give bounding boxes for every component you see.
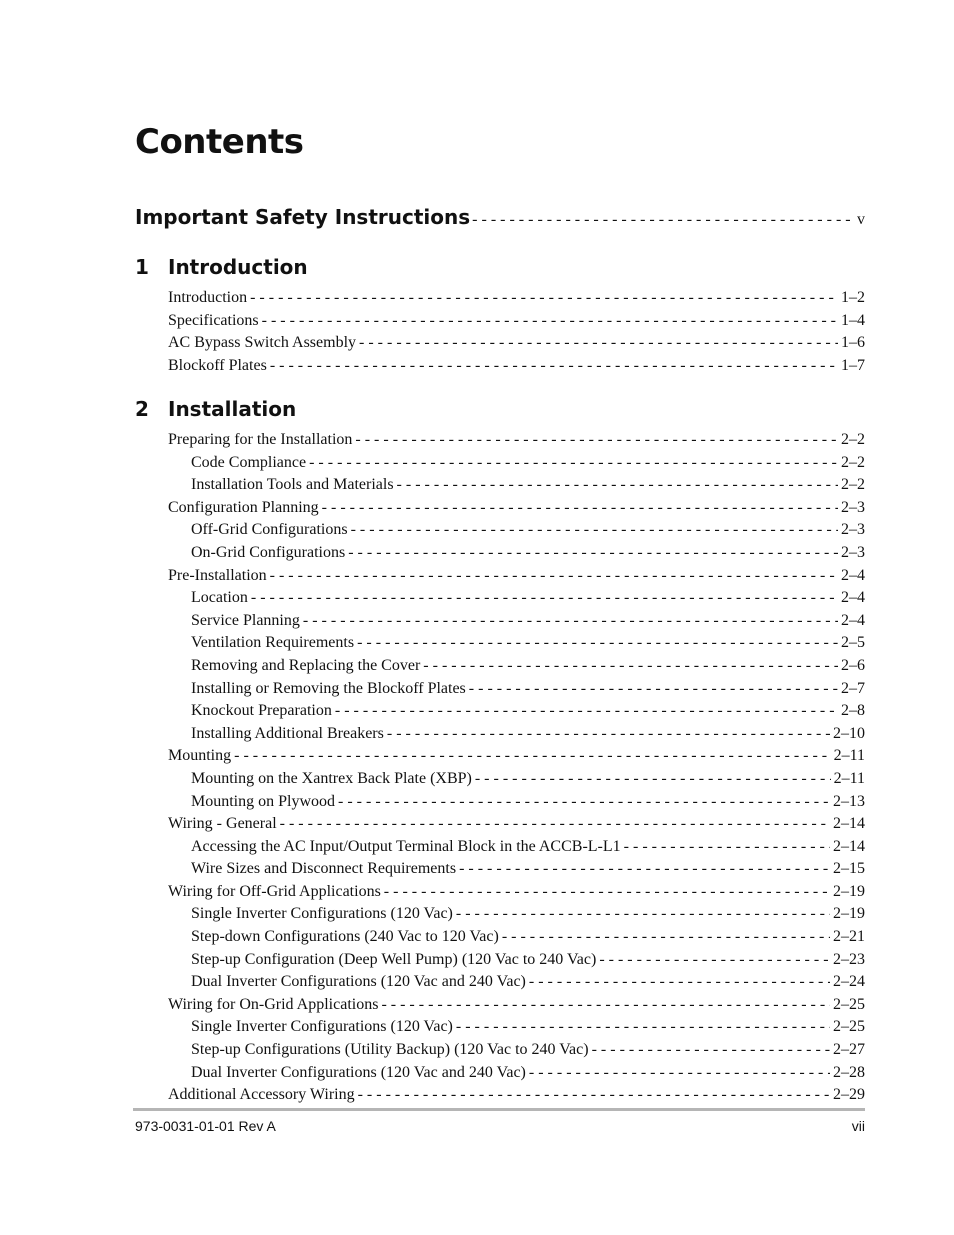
dot-leader [309,452,838,475]
page-number: 1–4 [841,311,865,329]
dot-leader [472,211,855,229]
dot-leader [338,791,830,814]
entry-title: Wiring for Off-Grid Applications [168,882,381,900]
page-number: 2–15 [833,860,865,878]
dot-leader [387,723,830,746]
toc-subentry[interactable] [168,587,865,610]
page-number: 2–19 [833,905,865,923]
dot-leader [529,971,830,994]
entry-title: Location [191,589,248,607]
page-number: 2–2 [841,453,865,471]
dot-leader [381,994,830,1017]
page-number: 2–6 [841,656,865,674]
page-number: 2–23 [833,950,865,968]
page-number: 2–7 [841,679,865,697]
page-number: 2–13 [833,792,865,810]
chapter-heading-installation[interactable] [135,397,296,421]
footer-page-number: vii [851,1118,865,1134]
entry-title: Step-down Configurations (240 Vac to 120 Vac) [191,928,499,946]
toc-entry[interactable] [168,429,865,452]
dot-leader [502,926,830,949]
toc-subentry[interactable] [168,610,865,633]
entry-title: Pre-Installation [168,566,267,584]
toc-entry[interactable] [168,881,865,904]
chapter-2-entries [168,429,865,1107]
dot-leader [303,610,838,633]
entry-title: Dual Inverter Configurations (120 Vac and 240 Vac) [191,1063,526,1081]
page-number: 2–2 [841,431,865,448]
page-number: v [857,211,865,228]
entry-title: Accessing the AC Input/Output Terminal Block in the ACCB-L-L1 [191,837,621,855]
dot-leader [624,836,830,859]
page-number: 2–4 [841,589,865,607]
dot-leader [335,700,838,723]
chapter-1-entries [168,287,865,377]
toc-subentry[interactable] [168,768,865,791]
dot-leader [592,1039,830,1062]
page-number: 2–19 [833,882,865,900]
toc-subentry[interactable] [168,519,865,542]
entry-title: Blockoff Plates [168,356,267,374]
dot-leader [469,678,838,701]
toc-subentry[interactable] [168,542,865,565]
entry-title: Preparing for the Installation [168,431,353,448]
toc-entry-safety[interactable] [135,205,865,229]
chapter-heading-introduction[interactable] [135,255,308,279]
toc-subentry[interactable] [168,1016,865,1039]
page-number: 2–4 [841,566,865,584]
dot-leader [234,745,830,768]
toc-entry[interactable] [168,310,865,333]
page-number: 2–3 [841,543,865,561]
toc-entry[interactable] [168,287,865,310]
toc-subentry[interactable] [168,700,865,723]
toc-subentry[interactable] [168,836,865,859]
toc-subentry[interactable] [168,632,865,655]
toc-entry[interactable] [168,994,865,1017]
chapter-number: 1 [135,255,149,279]
page-footer [135,1118,865,1134]
dot-leader [423,655,838,678]
toc-entry[interactable] [168,332,865,355]
entry-title: Configuration Planning [168,498,319,516]
toc-entry[interactable] [168,565,865,588]
dot-leader [270,355,838,378]
entry-title: Dual Inverter Configurations (120 Vac and 240 Vac) [191,973,526,991]
entry-title: Installing or Removing the Blockoff Plates [191,679,466,697]
page-number: 2–11 [833,769,865,787]
document-number: 973-0031-01-01 Rev A [135,1118,276,1134]
page-number: 2–27 [833,1041,865,1059]
page-number: 2–10 [833,724,865,742]
page-number: 2–21 [833,928,865,946]
footer-divider [133,1108,865,1111]
page-number: 1–6 [841,334,865,352]
toc-subentry[interactable] [168,452,865,475]
dot-leader [359,332,838,355]
entry-title: Step-up Configurations (Utility Backup) (120 Vac to 240 Vac) [191,1041,589,1059]
toc-subentry[interactable] [168,655,865,678]
dot-leader [351,519,838,542]
entry-title: Introduction [168,289,248,306]
chapter-number: 2 [135,397,149,421]
dot-leader [348,542,838,565]
dot-leader [250,287,838,310]
page-number: 2–25 [833,1018,865,1036]
entry-title: AC Bypass Switch Assembly [168,334,357,352]
chapter-title: Installation [168,397,297,421]
page-number: 2–14 [833,837,865,855]
chapter-title: Introduction [168,255,308,279]
entry-title: Specifications [168,311,259,329]
entry-title: Service Planning [191,611,300,629]
page-number: 2–8 [841,702,865,720]
dot-leader [262,310,838,333]
page-number: 1–7 [841,356,865,374]
toc-entry[interactable] [168,1084,865,1107]
entry-title: On-Grid Configurations [191,543,346,561]
toc-subentry[interactable] [168,678,865,701]
page-number: 2–25 [833,995,865,1013]
entry-title: Installation Tools and Materials [191,476,394,494]
dot-leader [529,1062,830,1085]
page-number: 2–24 [833,973,865,991]
dot-leader [251,587,838,610]
toc-entry[interactable] [168,813,865,836]
toc-entry[interactable] [168,355,865,378]
toc-subentry[interactable] [168,791,865,814]
entry-title: Installing Additional Breakers [191,724,384,742]
toc-subentry[interactable] [168,949,865,972]
toc-entry[interactable] [168,497,865,520]
page-number: 2–3 [841,498,865,516]
dot-leader [397,474,838,497]
entry-title: Step-up Configuration (Deep Well Pump) (120 Vac to 240 Vac) [191,950,597,968]
entry-title: Removing and Replacing the Cover [191,656,421,674]
dot-leader [384,881,830,904]
dot-leader [456,1016,830,1039]
toc-entry[interactable] [168,745,865,768]
page-number: 2–5 [841,634,865,652]
dot-leader [459,858,830,881]
entry-title: Wiring for On-Grid Applications [168,995,379,1013]
entry-title: Single Inverter Configurations (120 Vac) [191,905,453,923]
dot-leader [599,949,830,972]
toc-subentry[interactable] [168,474,865,497]
safety-title: Important Safety Instructions [135,205,471,229]
entry-title: Wiring - General [168,815,277,833]
toc-subentry[interactable] [168,858,865,881]
entry-title: Mounting [168,747,232,765]
toc-subentry[interactable] [168,903,865,926]
page-number: 2–3 [841,521,865,539]
page-title: Contents [135,122,304,162]
page-number: 2–14 [833,815,865,833]
page-number: 2–29 [833,1086,865,1104]
page-number: 2–28 [833,1063,865,1081]
entry-title: Additional Accessory Wiring [168,1086,355,1104]
toc-subentry[interactable] [168,723,865,746]
dot-leader [475,768,831,791]
page-number: 1–2 [841,289,865,306]
dot-leader [355,429,838,452]
toc-subentry[interactable] [168,1062,865,1085]
dot-leader [357,632,838,655]
dot-leader [270,565,838,588]
page-number: 2–2 [841,476,865,494]
entry-title: Wire Sizes and Disconnect Requirements [191,860,457,878]
dot-leader [456,903,830,926]
entry-title: Mounting on Plywood [191,792,336,810]
dot-leader [358,1084,830,1107]
entry-title: Code Compliance [191,453,307,471]
entry-title: Knockout Preparation [191,702,332,720]
entry-title: Ventilation Requirements [191,634,355,652]
toc-subentry[interactable] [168,926,865,949]
page-number: 2–4 [841,611,865,629]
entry-title: Single Inverter Configurations (120 Vac) [191,1018,453,1036]
toc-subentry[interactable] [168,1039,865,1062]
entry-title: Off-Grid Configurations [191,521,348,539]
page-number: 2–11 [833,747,865,765]
entry-title: Mounting on the Xantrex Back Plate (XBP) [191,769,472,787]
toc-subentry[interactable] [168,971,865,994]
dot-leader [280,813,830,836]
dot-leader [322,497,838,520]
